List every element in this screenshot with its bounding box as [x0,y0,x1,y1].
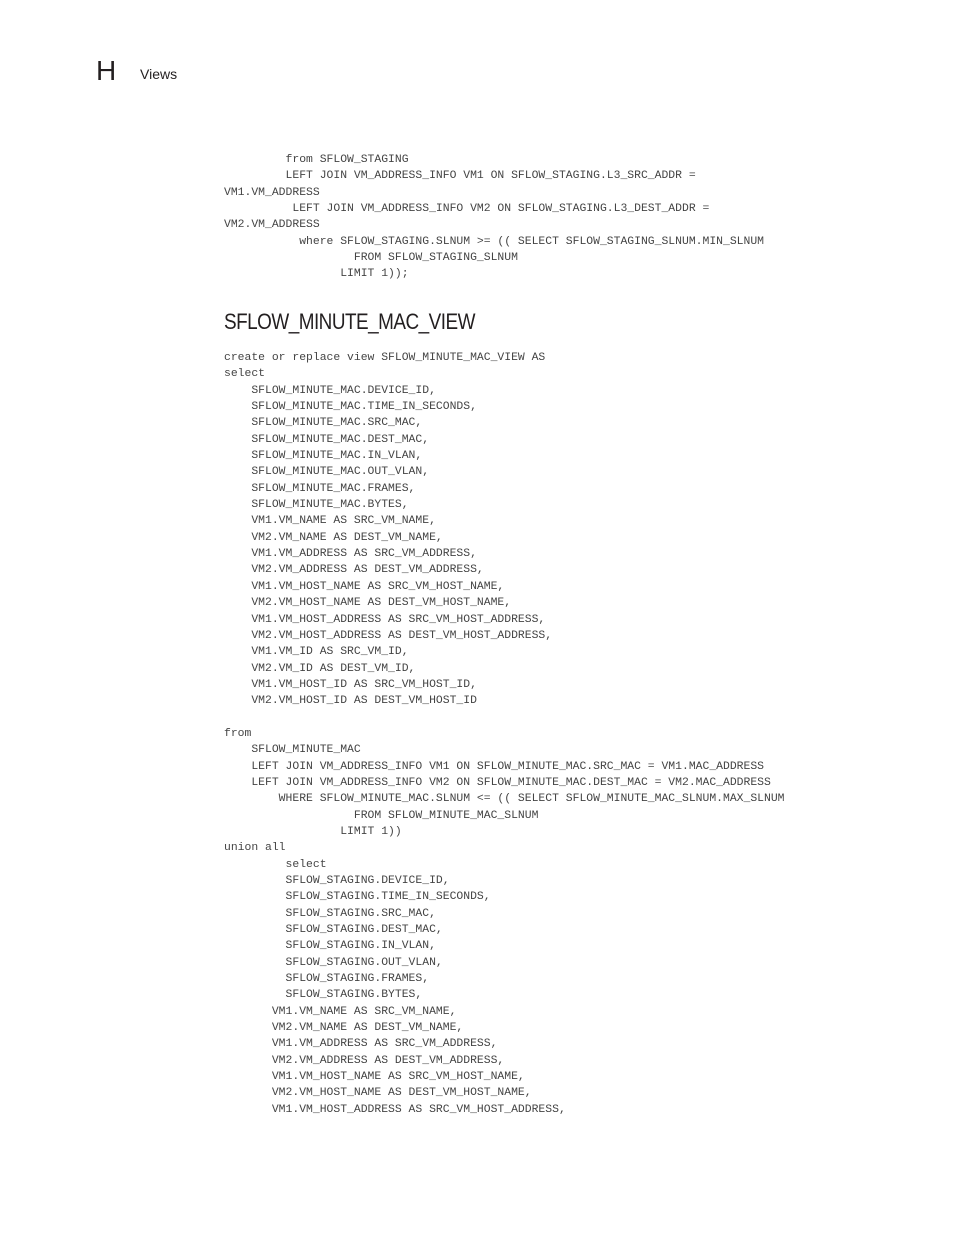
code-block-continued: from SFLOW_STAGING LEFT JOIN VM_ADDRESS_INFO VM1 ON SFLOW_STAGING.L3_SRC_ADDR = VM1.VM_ADDRESS LEFT JOIN VM_ADDRESS_INFO VM2 ON SFLOW_STAGING.L3_DEST_ADDR = VM2.VM_ADDRESS where SFLOW_STAGING.SLNUM >= (( SELECT SFLOW_STAGING_SLNUM.MIN_SLNUM FROM SFLOW_STAGING_SLNUM LIMIT 1)); [224,154,765,281]
section-heading: SFLOW_MINUTE_MAC_VIEW [224,309,475,334]
chapter-letter: H [96,55,117,86]
running-header-section: Views [140,66,178,82]
code-block-view-definition: create or replace view SFLOW_MINUTE_MAC_VIEW AS select SFLOW_MINUTE_MAC.DEVICE_ID, SFLOW_MINUTE_MAC.TIME_IN_SECONDS, SFLOW_MINUTE_MAC.SRC_MAC, SFLOW_MINUTE_MAC.DEST_MAC, SFLOW_MINUTE_MAC.IN_VLAN, SFLOW_MINUTE_MAC.OUT_VLAN, SFLOW_MINUTE_MAC.FRAMES, SFLOW_MINUTE_MAC.BYTES, VM1.VM_NAME AS SRC_VM_NAME, VM2.VM_NAME AS DEST_VM_NAME, VM1.VM_ADDRESS AS SRC_VM_ADDRESS, VM2.VM_ADDRESS AS DEST_VM_ADDRESS, VM1.VM_HOST_NAME AS SRC_VM_HOST_NAME, VM2.VM_HOST_NAME AS DEST_VM_HOST_NAME, VM1.VM_HOST_ADDRESS AS SRC_VM_HOST_ADDRESS, VM2.VM_HOST_ADDRESS AS DEST_VM_HOST_ADDRESS, VM1.VM_ID AS SRC_VM_ID, VM2.VM_ID AS DEST_VM_ID, VM1.VM_HOST_ID AS SRC_VM_HOST_ID, VM2.VM_HOST_ID AS DEST_VM_HOST_ID from SFLOW_MINUTE_MAC LEFT JOIN VM_ADDRESS_INFO VM1 ON SFLOW_MINUTE_MAC.SRC_MAC = VM1.MAC_ADDRESS LEFT JOIN VM_ADDRESS_INFO VM2 ON SFLOW_MINUTE_MAC.DEST_MAC = VM2.MAC_ADDRESS WHERE SFLOW_MINUTE_MAC.SLNUM <= (( SELECT SFLOW_MINUTE_MAC_SLNUM.MAX_SLNUM FROM SFLOW_MINUTE_MAC_SLNUM LIMIT 1)) union all select SFLOW_STAGING.DEVICE_ID, SFLOW_STAGING.TIME_IN_SECONDS, SFLOW_STAGING.SRC_MAC, SFLOW_STAGING.DEST_MAC, SFLOW_STAGING.IN_VLAN, SFLOW_STAGING.OUT_VLAN, SFLOW_STAGING.FRAMES, SFLOW_STAGING.BYTES, VM1.VM_NAME AS SRC_VM_NAME, VM2.VM_NAME AS DEST_VM_NAME, VM1.VM_ADDRESS AS SRC_VM_ADDRESS, VM2.VM_ADDRESS AS DEST_VM_ADDRESS, VM1.VM_HOST_NAME AS SRC_VM_HOST_NAME, VM2.VM_HOST_NAME AS DEST_VM_HOST_NAME, VM1.VM_HOST_ADDRESS AS SRC_VM_HOST_ADDRESS, [224,352,785,1116]
